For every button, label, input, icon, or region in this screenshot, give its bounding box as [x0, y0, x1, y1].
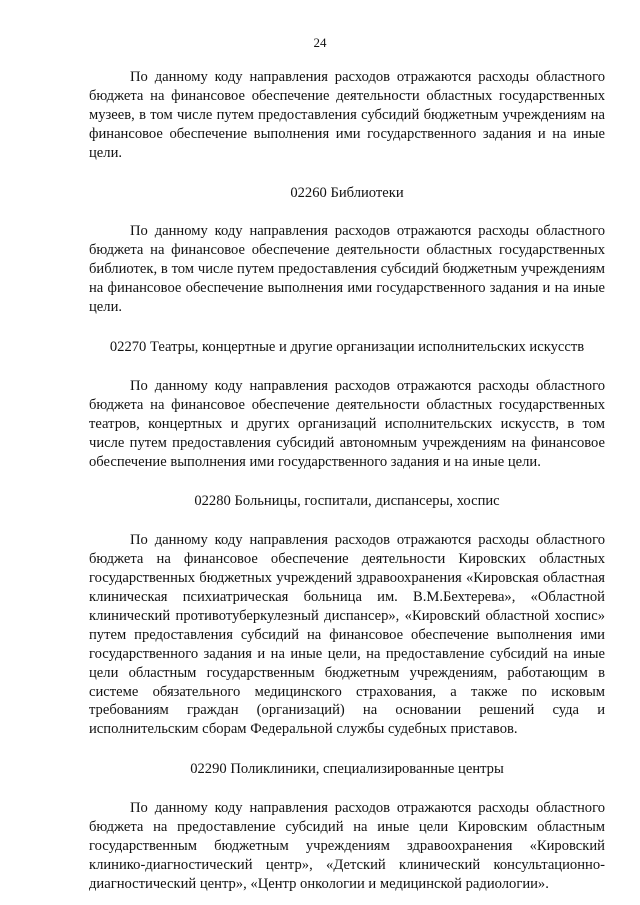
paragraph-clinics: По данному коду направления расходов отражаются расходы областного бюджета на предоставление субсидий на иные цели Кировским областным государственным бюджетным учреждениям здравоохранения «Кировский клинико-диагностический центр», «Детский клинический консультационно-диагностический центр», «Центр онкологии и медицинской радиологии». [89, 800, 605, 892]
section-heading-02270: 02270 Театры, концертные и другие организации исполнительских искусств [109, 338, 585, 355]
section-heading-02260: 02260 Библиотеки [290, 184, 404, 201]
paragraph-museums: По данному коду направления расходов отражаются расходы областного бюджета на финансовое обеспечение деятельности областных государственных музеев, в том числе путем предоставления субсидий бюджетным учреждениям на финансовое обеспечение выполнения ими государственного задания и на иные цели. [89, 69, 605, 161]
page-number: 24 [313, 35, 327, 50]
section-heading-02280: 02280 Больницы, госпитали, диспансеры, хоспис [194, 493, 500, 510]
document-body [89, 68, 605, 894]
paragraph-libraries: По данному коду направления расходов отражаются расходы областного бюджета на финансовое обеспечение деятельности областных государственных библиотек, в том числе путем предоставления субсидий бюджетным учреждениям на финансовое обеспечение выполнения ими государственного задания и на иные цели. [89, 223, 605, 316]
paragraph-hospitals: По данному коду направления расходов отражаются расходы областного бюджета на финансовое обеспечение деятельности Кировских областных государственных бюджетных учреждений здравоохранения «Кировская областная клиническая психиатрическая больница им. В.М.Бехтерева», «Областной клинический противотуберкулезный диспансер», «Кировский областной хоспис» путем предоставления субсидий на финансовое обеспечение выполнения ими государственного задания и на иные цели, на предоставление субсидий на иные цели областным государственным бюджетным учреждениям, работающим в системе обязательного медицинского страхования, а также по исковым требованиям граждан (организаций) на основании решений суда и исполнительским сборам Федеральной службы судебных приставов. [89, 532, 605, 738]
section-heading-02290: 02290 Поликлиники, специализированные центры [190, 761, 504, 778]
paragraph-theatres: По данному коду направления расходов отражаются расходы областного бюджета на финансовое обеспечение деятельности областных государственных театров, концертных и других организаций исполнительских искусств, в том числе путем предоставления субсидий автономным учреждениям на финансовое обеспечение выполнения ими государственного задания и на иные цели. [89, 377, 605, 470]
